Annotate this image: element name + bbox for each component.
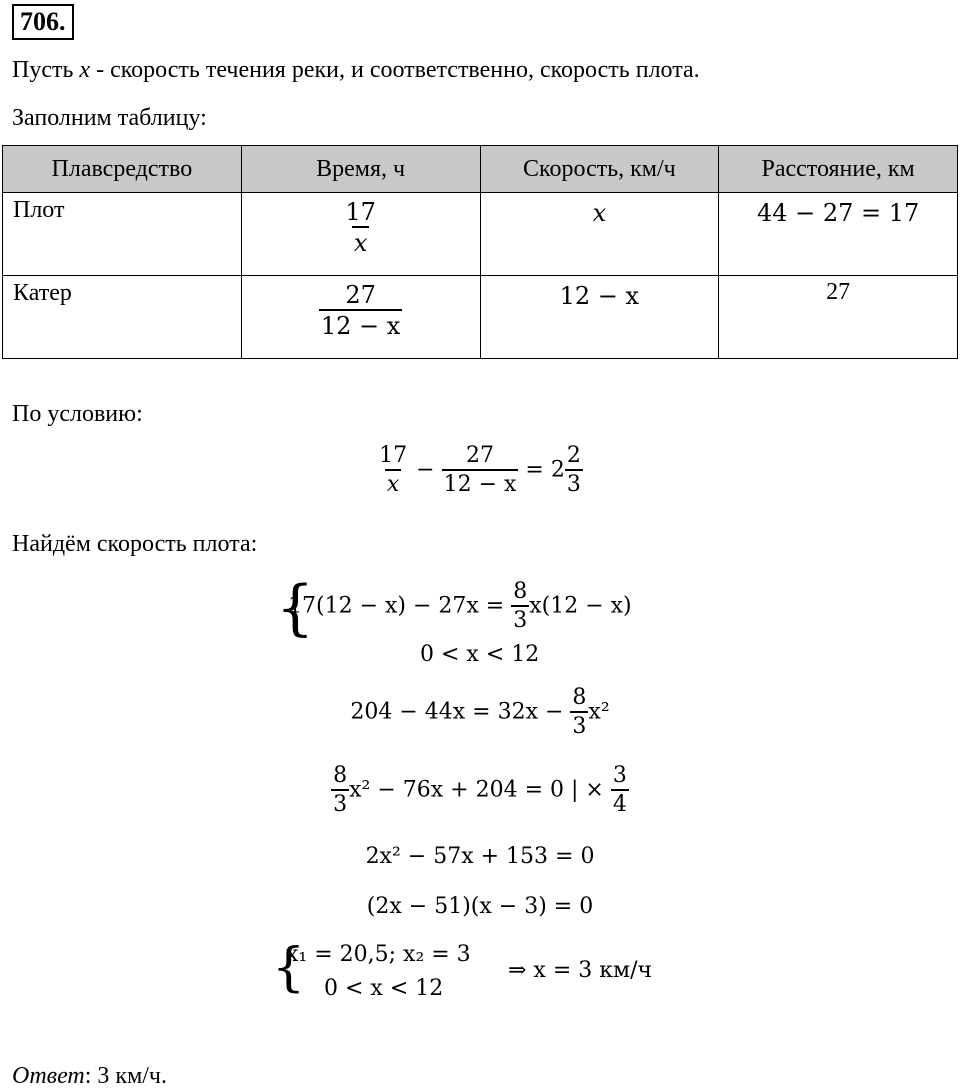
equals-whole: = 2 (525, 457, 565, 483)
fraction-denominator: 3 (511, 605, 529, 633)
fill-table-text: Заполним таблицу: (12, 105, 207, 131)
fraction-denominator: x (385, 469, 401, 497)
answer-label: Ответ (12, 1063, 85, 1089)
fraction-numerator: 27 (465, 443, 494, 468)
time-fraction (319, 282, 402, 340)
equation-5: (2x − 51)(x − 3) = 0 (366, 894, 594, 919)
intro-before: Пусть (12, 57, 80, 83)
equation-2 (0, 686, 960, 739)
table-header-cell: Время, ч (241, 146, 480, 193)
fraction-denominator: 12 − x (319, 309, 402, 339)
eq2-left: 204 − 44x = 32x − (350, 699, 564, 725)
system1-line2: 0 < x < 12 (420, 642, 540, 667)
intro-after: - скорость течения реки, и соответственно, скорость плота. (90, 57, 700, 83)
table-cell-speed: 12 − x (480, 276, 719, 359)
answer (12, 1062, 167, 1090)
fraction (611, 764, 629, 817)
fraction (331, 764, 349, 817)
time-fraction (343, 199, 378, 257)
fraction-numerator: 8 (513, 579, 528, 604)
fraction-numerator: 27 (345, 281, 376, 309)
equation-3 (0, 764, 960, 817)
answer-text: : 3 км/ч. (84, 1063, 168, 1089)
system1-right: x(12 − x) (529, 593, 632, 619)
by-condition-text: По условию: (12, 401, 143, 427)
fraction (565, 444, 583, 497)
fraction-numerator: 8 (572, 685, 587, 710)
fraction-denominator: 4 (611, 789, 629, 817)
fraction-denominator: x (352, 226, 370, 256)
table-cell-name: Катер (3, 276, 242, 359)
left-brace: { (272, 938, 306, 998)
left-brace: { (276, 573, 315, 643)
table-cell-distance: 27 (719, 276, 958, 359)
fraction (511, 580, 529, 633)
fraction-denominator: 12 − x (442, 469, 519, 497)
table-cell-distance: 44 − 27 = 17 (719, 193, 958, 276)
eq3-middle: x² − 76x + 204 = 0 | × (349, 777, 604, 803)
fraction (442, 444, 519, 497)
eq2-right: x² (588, 699, 610, 725)
table-header-row (3, 146, 958, 193)
data-table (2, 145, 958, 359)
table-header-cell: Расстояние, км (719, 146, 958, 193)
system2-result: ⇒ x = 3 км/ч (508, 958, 653, 983)
table-cell-time (241, 193, 480, 276)
fraction (377, 444, 409, 497)
problem-number: 706. (12, 4, 74, 40)
intro-text (12, 56, 700, 84)
table-cell-time (241, 276, 480, 359)
find-speed-text: Найдём скорость плота: (12, 531, 258, 557)
table-cell-name: Плот (3, 193, 242, 276)
equation-condition (0, 444, 960, 497)
table-row (3, 193, 958, 276)
system1-line1 (288, 580, 632, 633)
system2-line2: 0 < x < 12 (324, 976, 444, 1001)
fraction (570, 686, 588, 739)
fraction-denominator: 3 (331, 789, 349, 817)
fraction-numerator: 3 (612, 763, 627, 788)
minus-sign: − (416, 457, 435, 483)
fraction-denominator: 3 (565, 469, 583, 497)
system1-left: 17(12 − x) − 27x = (288, 593, 505, 619)
table-header-cell: Плавсредство (3, 146, 242, 193)
fraction-denominator: 3 (570, 711, 588, 739)
fraction-numerator: 17 (345, 198, 376, 226)
table-row (3, 276, 958, 359)
table-header-cell: Скорость, км/ч (480, 146, 719, 193)
fraction-numerator: 2 (566, 443, 581, 468)
fraction-numerator: 8 (333, 763, 348, 788)
intro-var-x: x (79, 57, 91, 83)
fraction-numerator: 17 (379, 443, 408, 468)
equation-4: 2x² − 57x + 153 = 0 (365, 844, 595, 869)
table-cell-speed: x (480, 193, 719, 276)
system2-line1: x₁ = 20,5; x₂ = 3 (286, 942, 471, 967)
